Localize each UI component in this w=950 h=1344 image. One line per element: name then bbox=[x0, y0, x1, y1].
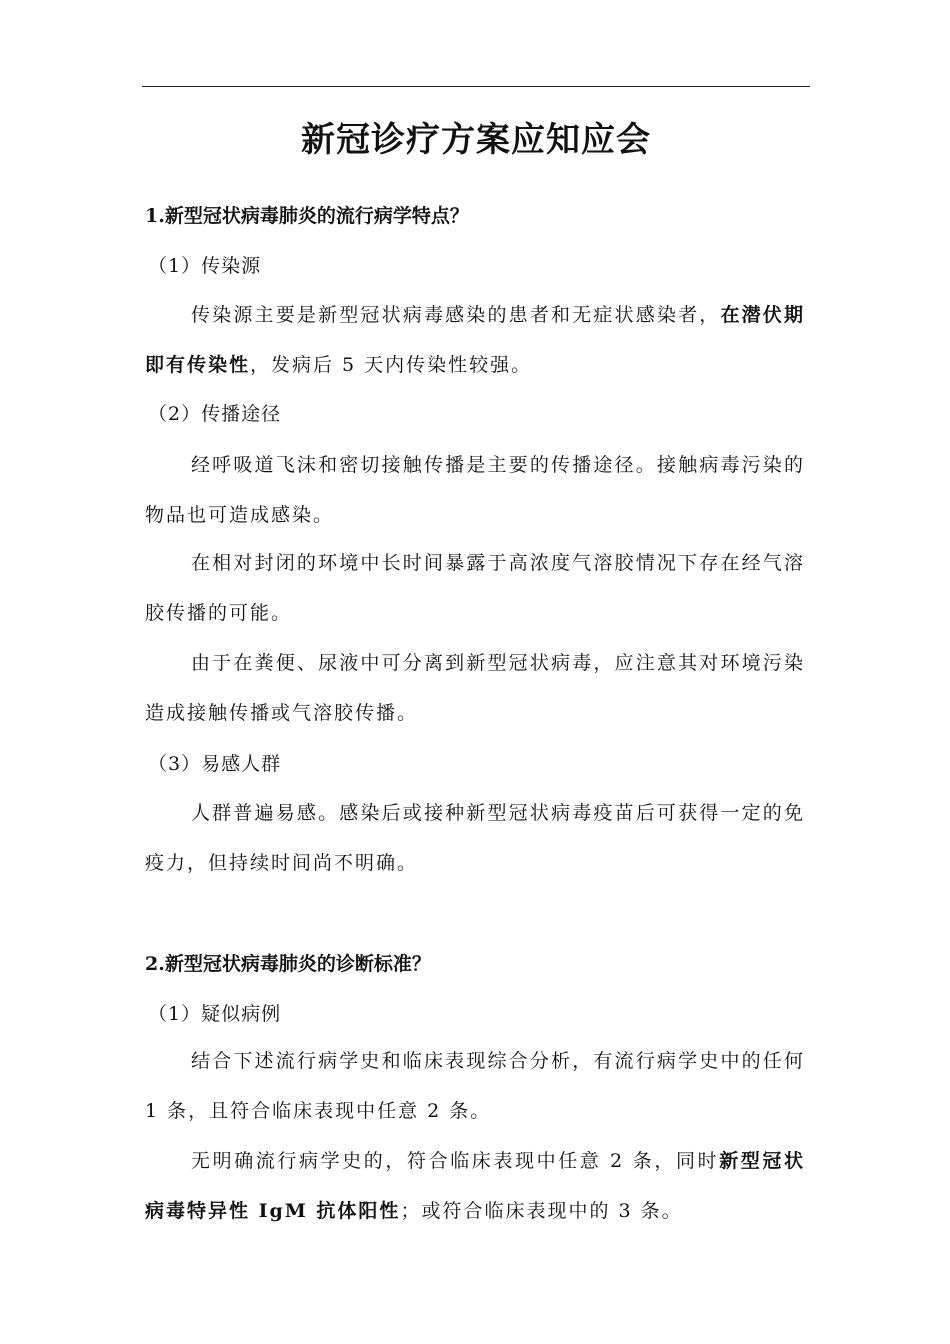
section-2-sub-1-paragraph-2 bbox=[145, 1136, 805, 1236]
section-2-sub-1-label: （1）疑似病例 bbox=[148, 1003, 282, 1025]
paragraph-text: ，发病后 5 天内传染性较强。 bbox=[250, 354, 533, 376]
paragraph-emphasis: 在潜伏期即有传染性 bbox=[145, 304, 805, 376]
paragraph-text: 传染源主要是新型冠状病毒感染的患者和无症状感染者， bbox=[191, 304, 721, 326]
paragraph-text: ；或符合临床表现中的 3 条。 bbox=[400, 1200, 683, 1222]
section-1-sub-2-label: （2）传播途径 bbox=[148, 403, 282, 425]
top-rule bbox=[142, 86, 810, 87]
paragraph-emphasis: 新型冠状病毒特异性 IgM 抗体阳性 bbox=[145, 1150, 805, 1222]
section-2-heading: 2.新型冠状病毒肺炎的诊断标准？ bbox=[145, 953, 431, 975]
section-1-sub-1-paragraph-1 bbox=[145, 290, 805, 390]
section-1-sub-1-label: （1）传染源 bbox=[148, 255, 262, 277]
section-1-sub-2-paragraph-2: 在相对封闭的环境中长时间暴露于高浓度气溶胶情况下存在经气溶胶传播的可能。 bbox=[145, 552, 805, 624]
section-1-sub-2-paragraph-3: 由于在粪便、尿液中可分离到新型冠状病毒，应注意其对环境污染造成接触传播或气溶胶传播。 bbox=[145, 652, 805, 724]
paragraph-text: 无明确流行病学史的，符合临床表现中任意 2 条，同时 bbox=[191, 1150, 720, 1172]
section-1-heading: 1.新型冠状病毒肺炎的流行病学特点？ bbox=[145, 205, 469, 227]
section-1-sub-2-paragraph-1: 经呼吸道飞沫和密切接触传播是主要的传播途径。接触病毒污染的物品也可造成感染。 bbox=[145, 454, 805, 526]
section-1-sub-3-paragraph-1: 人群普遍易感。感染后或接种新型冠状病毒疫苗后可获得一定的免疫力，但持续时间尚不明确。 bbox=[145, 802, 805, 874]
section-1-sub-3-label: （3）易感人群 bbox=[148, 753, 282, 775]
section-2-sub-1-paragraph-1: 结合下述流行病学史和临床表现综合分析，有流行病学史中的任何 1 条，且符合临床表现中任意 2 条。 bbox=[145, 1050, 805, 1122]
page-title: 新冠诊疗方案应知应会 bbox=[301, 120, 651, 160]
